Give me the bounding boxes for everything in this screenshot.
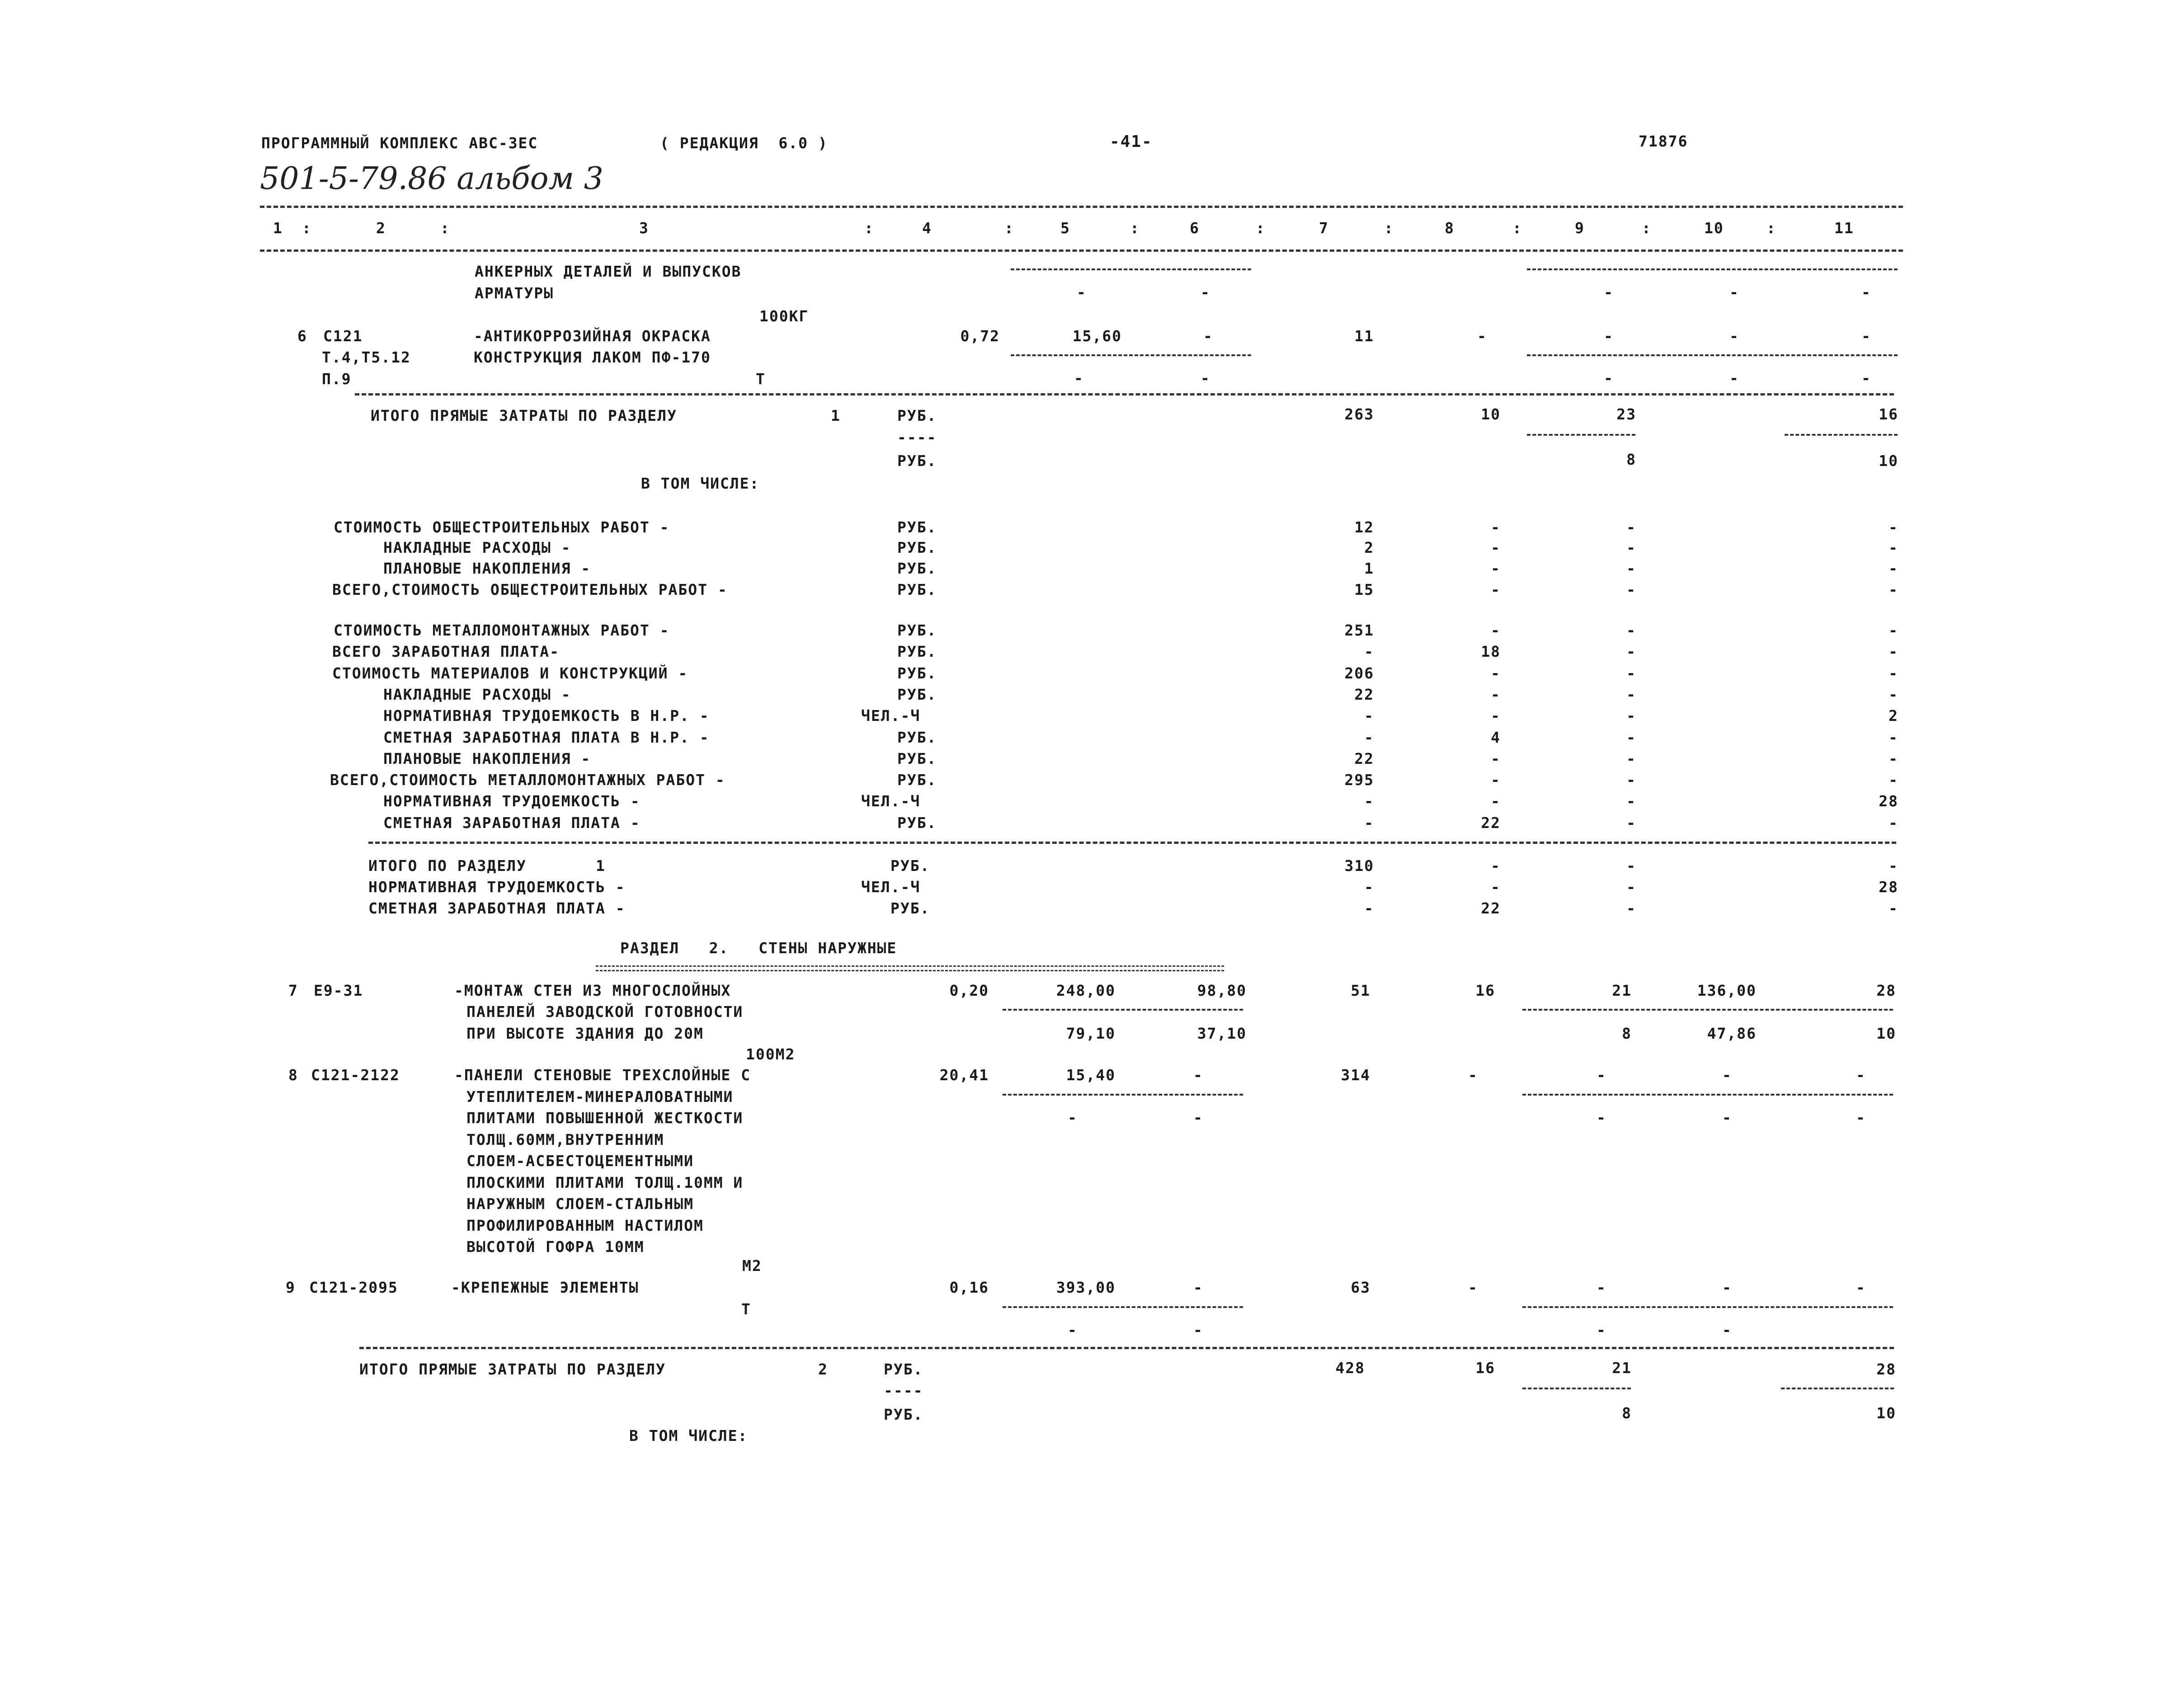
summary-col9: - [1626,771,1636,789]
summary-col7: 15 [1354,581,1374,598]
item-unit-price: 393,00 [1056,1279,1116,1296]
item-col8: - [1468,1066,1478,1084]
total-col11-secondary: 10 [1879,452,1898,470]
summary-label: ИТОГО ПО РАЗДЕЛУ 1 [368,857,606,875]
summary-col7: 22 [1354,749,1374,767]
summary-col8: - [1491,664,1501,682]
summary-col11: - [1889,539,1898,556]
item-description: -ПАНЕЛИ СТЕНОВЫЕ ТРЕХСЛОЙНЫЕ С [454,1066,751,1084]
summary-col9: - [1626,749,1636,767]
edition-label: ( РЕДАКЦИЯ 6.0 ) [660,134,828,152]
summary-col11: - [1889,814,1898,832]
document-page: ПРОГРАММНЫЙ КОМПЛЕКС АВС-3ЕС ( РЕДАКЦИЯ 6.0 ) -41- 71876 501-5-79.86 альбом 3 1 2 3 4 5 6 7 8 9 10 11 : : : : : : : : : : АНКЕРНЫХ ДЕТАЛЕЙ И ВЫПУСКОВ АРМАТУРЫ - - - - - 100КГ 6 С121 -АНТИКОРРОЗИЙНАЯ ОКРАСКА 0,72 15,60 - 11 - - - - Т.4,Т5.12 КОНСТРУКЦИЯ ЛАКОМ ПФ-170 П.9 Т - - - - - ИТОГО ПРЯМЫЕ ЗАТРАТЫ ПО РАЗДЕЛУ 1 РУБ. 263 10 23 16 ---- РУБ. 8 10 В ТОМ ЧИСЛЕ: СТОИМОСТЬ ОБЩЕСТРОИТЕЛЬНЫХ РАБОТ - РУБ. 12 - - - НАКЛАДНЫЕ РАСХОДЫ - РУБ. 2 - - - ПЛАНОВЫЕ НАКОПЛЕНИЯ - РУБ. 1 - - - ВСЕГО,СТОИМОСТЬ ОБЩЕСТРОИТЕЛЬНЫХ РАБОТ - РУБ. 15 - - - СТОИМОСТЬ МЕТАЛЛОМОНТАЖНЫХ РАБОТ - РУБ. 251 - - - ВСЕГО ЗАРАБОТНАЯ ПЛАТА- РУБ. - 18 - - СТОИМОСТЬ МАТЕРИАЛОВ И КОНСТРУКЦИЙ - РУБ. 206 - - - НАКЛАДНЫЕ РАСХОДЫ - РУБ. 22 - - - НОРМАТИВНАЯ ТРУДОЕМКОСТЬ В Н.Р. - ЧЕЛ.-Ч - - - 2 СМЕТНАЯ ЗАРАБОТНАЯ ПЛАТА В Н.Р. - РУБ. - 4 - - ПЛАНОВЫЕ НАКОПЛЕНИЯ - РУБ. 22 - - - ВСЕГО,СТОИМОСТЬ МЕТАЛЛОМОНТАЖНЫХ РАБОТ - РУБ. 295 - - - НОРМАТИВНАЯ ТРУДОЕМКОСТЬ - ЧЕЛ.-Ч - - - 28 СМЕТНАЯ ЗАРАБОТНАЯ ПЛАТА - РУБ. - 22 - - ИТОГО ПО РАЗДЕЛУ 1 РУБ. 310 - - - НОРМАТИВНАЯ ТРУДОЕМКОСТЬ - ЧЕЛ.-Ч - - - 28 СМЕТНАЯ ЗАРАБОТНАЯ ПЛАТА - РУБ. - 22 - - РАЗДЕЛ 2. СТЕНЫ НАРУЖНЫЕ 7 Е9-31 -МОНТАЖ СТЕН ИЗ МНОГОСЛОЙНЫХ 0,20 248,00 98,80 51 16 21 136,00 28 ПАНЕЛЕЙ ЗАВОДСКОЙ ГОТОВНОСТИ ПРИ ВЫСОТЕ ЗДАНИЯ ДО 20М 79,10 37,10 8 47,86 10 100М2 8 С121-2122 20,41 15,40 - 314 - - - - - - - - - -ПАНЕЛИ СТЕНОВЫЕ ТРЕХСЛОЙНЫЕ С УТЕПЛИТЕЛЕМ-МИНЕРАЛОВАТНЫМИ ПЛИТАМИ ПОВЫШЕННОЙ ЖЕСТКОСТИ ТОЛЩ.60ММ,ВНУТРЕННИМ СЛОЕМ-АСБЕСТОЦЕМЕНТНЫМИ ПЛОСКИМИ ПЛИТАМИ ТОЛЩ.10ММ И НАРУЖНЫМ СЛОЕМ-СТАЛЬНЫМ ПРОФИЛИРОВАННЫМ НАСТИЛОМ ВЫСОТОЙ ГОФРА 10ММ М2 9 С121-2095 -КРЕПЕЖНЫЕ ЭЛЕМЕНТЫ 0,16 393,00 - 63 - - - - Т - - - - ИТОГО ПРЯМЫЕ ЗАТРАТЫ ПО РАЗДЕЛУ 2 РУБ. 428 16 21 28 ---- РУБ. 8 10 В ТОМ ЧИСЛЕ: [0,0,2162,1708]
item-col11-secondary: 10 [1876,1025,1896,1042]
item-description: УТЕПЛИТЕЛЕМ-МИНЕРАЛОВАТНЫМИ [466,1087,734,1106]
summary-col9: - [1626,643,1636,661]
page-number: -41- [1110,132,1153,151]
item-col6: - [1203,327,1213,345]
item-code: С121 [323,327,363,345]
summary-col8: 22 [1481,899,1501,917]
summary-col9: - [1626,857,1636,875]
item-unit-price: 248,00 [1056,982,1116,999]
handwritten-album-note: 501-5-79.86 альбом 3 [260,161,603,197]
summary-col7: 206 [1344,664,1374,682]
summary-unit: ЧЕЛ.-Ч [861,878,921,896]
section-number: 2 [818,1360,828,1378]
summary-unit: РУБ. [897,685,937,703]
section-number: 1 [831,407,841,424]
item-col10-secondary: 47,86 [1707,1025,1757,1042]
summary-col11: - [1889,749,1898,767]
item-unit: Т [756,370,766,388]
item-description: -АНТИКОРРОЗИЙНАЯ ОКРАСКА [474,327,711,345]
column-header: 2 [376,219,386,237]
summary-col7: - [1364,878,1374,896]
summary-col9: - [1626,518,1636,536]
item-description: ПЛОСКИМИ ПЛИТАМИ ТОЛЩ.10ММ И [466,1173,744,1191]
summary-col8: - [1491,539,1501,556]
summary-col9: - [1626,878,1636,896]
summary-col11: 2 [1889,707,1898,725]
column-header: 7 [1319,219,1329,237]
summary-col7: - [1364,707,1374,725]
item-col8: - [1477,327,1487,345]
item-description: АНКЕРНЫХ ДЕТАЛЕЙ И ВЫПУСКОВ [475,263,742,280]
summary-col9: - [1626,728,1636,746]
summary-unit: РУБ. [897,581,937,598]
total-col8: 16 [1475,1359,1495,1377]
total-col11: 28 [1876,1360,1896,1378]
summary-unit: РУБ. [897,749,937,767]
summary-col8: - [1491,878,1501,896]
summary-unit: ЧЕЛ.-Ч [861,792,921,810]
summary-col8: - [1491,581,1501,598]
item-code: С121-2095 [309,1279,398,1296]
column-header: 8 [1445,219,1455,237]
summary-col7: - [1364,899,1374,917]
summary-unit: РУБ. [897,664,937,682]
summary-col11: - [1889,643,1898,661]
item-code: С121-2122 [311,1066,400,1084]
summary-col11: - [1889,621,1898,639]
item-reference: Т.4,Т5.12 [322,348,411,366]
item-total-cost: 314 [1341,1066,1371,1084]
item-col6: - [1193,1066,1203,1084]
item-description: ВЫСОТОЙ ГОФРА 10ММ [466,1238,645,1256]
summary-label: НОРМАТИВНАЯ ТРУДОЕМКОСТЬ - [383,792,641,810]
summary-col9: - [1626,792,1636,810]
item-total-cost: 63 [1351,1279,1371,1296]
summary-label: ВСЕГО,СТОИМОСТЬ ОБЩЕСТРОИТЕЛЬНЫХ РАБОТ - [332,581,728,598]
summary-unit: РУБ. [897,518,937,536]
summary-col9: - [1626,899,1636,917]
summary-unit: РУБ. [890,857,930,875]
total-col7: 428 [1335,1359,1365,1377]
summary-label: НОРМАТИВНАЯ ТРУДОЕМКОСТЬ В Н.Р. - [383,707,710,725]
item-col6: 98,80 [1197,982,1247,999]
summary-col11: - [1889,518,1898,536]
summary-col8: - [1491,792,1501,810]
item-description: -МОНТАЖ СТЕН ИЗ МНОГОСЛОЙНЫХ [454,982,731,999]
column-header: 3 [639,219,649,237]
summary-label: НОРМАТИВНАЯ ТРУДОЕМКОСТЬ - [368,878,626,896]
item-unit-price: 15,60 [1072,327,1122,345]
summary-unit: РУБ. [897,560,937,577]
item-col8: - [1468,1279,1478,1296]
summary-col8: - [1491,771,1501,789]
summary-unit: РУБ. [897,643,937,661]
item-quantity: 0,72 [960,327,1000,345]
summary-col11: - [1889,581,1898,598]
unit-rub-divider: ---- [897,428,937,446]
summary-col8: - [1491,685,1501,703]
item-description: ПЛИТАМИ ПОВЫШЕННОЙ ЖЕСТКОСТИ [466,1109,744,1127]
item-number: 9 [286,1279,296,1296]
summary-col9: - [1626,664,1636,682]
total-col9-secondary: 8 [1626,451,1636,468]
total-col9-secondary: 8 [1622,1404,1632,1422]
summary-col9: - [1626,685,1636,703]
summary-col8: - [1491,560,1501,577]
item-quantity: 0,16 [949,1279,989,1296]
rule [260,249,1903,252]
summary-col9: - [1626,621,1636,639]
summary-label: СМЕТНАЯ ЗАРАБОТНАЯ ПЛАТА - [368,899,626,917]
summary-label: СТОИМОСТЬ ОБЩЕСТРОИТЕЛЬНЫХ РАБОТ - [334,518,670,536]
item-description: НАРУЖНЫМ СЛОЕМ-СТАЛЬНЫМ [466,1195,694,1213]
item-unit: 100М2 [746,1045,796,1063]
summary-unit: РУБ. [897,814,937,832]
summary-col11: - [1889,857,1898,875]
item-total-cost: 11 [1354,327,1374,345]
summary-unit: РУБ. [897,621,937,639]
summary-col9: - [1626,560,1636,577]
item-quantity: 20,41 [939,1066,989,1084]
summary-col7: - [1364,814,1374,832]
item-code: Е9-31 [314,982,363,999]
summary-label: НАКЛАДНЫЕ РАСХОДЫ - [383,685,571,703]
item-reference: П.9 [322,370,352,388]
item-col9: 21 [1612,982,1632,999]
summary-col8: - [1491,707,1501,725]
item-description: -КРЕПЕЖНЫЕ ЭЛЕМЕНТЫ [451,1279,639,1296]
summary-col9: - [1626,707,1636,725]
item-quantity: 0,20 [949,982,989,999]
column-header: 11 [1834,219,1854,237]
summary-col8: - [1491,857,1501,875]
summary-col8: 4 [1491,728,1501,746]
column-header: 10 [1704,219,1724,237]
item-number: 8 [288,1066,298,1084]
summary-col9: - [1626,539,1636,556]
summary-unit: РУБ. [897,771,937,789]
item-total-cost: 51 [1351,982,1371,999]
summary-unit: ЧЕЛ.-Ч [861,707,921,725]
total-col7: 263 [1344,405,1374,423]
column-header: 4 [922,219,932,237]
item-unit-price: 15,40 [1066,1066,1116,1084]
column-header: 5 [1060,219,1070,237]
summary-col8: - [1491,749,1501,767]
item-description: СЛОЕМ-АСБЕСТОЦЕМЕНТНЫМИ [466,1152,694,1170]
item-col10: 136,00 [1697,982,1757,999]
item-number: 7 [288,982,298,999]
unit-rub: РУБ. [884,1406,923,1423]
summary-col7: 2 [1364,539,1374,556]
summary-label: ВСЕГО,СТОИМОСТЬ МЕТАЛЛОМОНТАЖНЫХ РАБОТ - [330,771,725,789]
item-description: ПРОФИЛИРОВАННЫМ НАСТИЛОМ [466,1216,704,1234]
including-heading: В ТОМ ЧИСЛЕ: [641,475,760,492]
section-total-label: ИТОГО ПРЯМЫЕ ЗАТРАТЫ ПО РАЗДЕЛУ [359,1360,666,1378]
summary-col7: - [1364,728,1374,746]
rule [260,206,1903,208]
summary-label: СМЕТНАЯ ЗАРАБОТНАЯ ПЛАТА - [383,814,641,832]
item-col6: - [1193,1279,1203,1296]
including-heading: В ТОМ ЧИСЛЕ: [629,1427,748,1445]
section-total-label: ИТОГО ПРЯМЫЕ ЗАТРАТЫ ПО РАЗДЕЛУ [371,407,677,424]
item-col9-secondary: 8 [1622,1025,1632,1042]
column-header: 6 [1190,219,1200,237]
summary-label: ПЛАНОВЫЕ НАКОПЛЕНИЯ - [383,749,591,767]
summary-label: ВСЕГО ЗАРАБОТНАЯ ПЛАТА- [332,643,560,661]
total-col11-secondary: 10 [1876,1404,1896,1422]
summary-col11: - [1889,771,1898,789]
summary-col11: 28 [1879,792,1898,810]
item-col11: 28 [1876,982,1896,999]
item-number: 6 [297,327,307,345]
summary-col8: - [1491,621,1501,639]
summary-label: СТОИМОСТЬ МАТЕРИАЛОВ И КОНСТРУКЦИЙ - [332,664,688,682]
summary-label: СМЕТНАЯ ЗАРАБОТНАЯ ПЛАТА В Н.Р. - [383,728,710,746]
program-name: ПРОГРАММНЫЙ КОМПЛЕКС АВС-3ЕС [261,134,538,152]
summary-col7: 1 [1364,560,1374,577]
summary-unit: РУБ. [897,539,937,556]
summary-col11: - [1889,899,1898,917]
item-description: АРМАТУРЫ [475,284,554,302]
summary-col9: - [1626,814,1636,832]
unit-rub: РУБ. [884,1360,923,1378]
item-unit-price-secondary: 79,10 [1066,1025,1116,1042]
column-header: 9 [1575,219,1585,237]
item-col6-secondary: 37,10 [1197,1025,1247,1042]
summary-col9: - [1626,581,1636,598]
summary-label: НАКЛАДНЫЕ РАСХОДЫ - [383,539,571,556]
total-col11: 16 [1879,405,1898,423]
item-description: КОНСТРУКЦИЯ ЛАКОМ ПФ-170 [474,348,711,366]
summary-col7: - [1364,792,1374,810]
item-unit: 100КГ [759,307,809,325]
summary-col7: 12 [1354,518,1374,536]
total-col9: 23 [1616,405,1636,423]
summary-col7: 251 [1344,621,1374,639]
item-col8: 16 [1475,982,1495,999]
summary-col7: - [1364,643,1374,661]
summary-col11: - [1889,664,1898,682]
item-description: ПРИ ВЫСОТЕ ЗДАНИЯ ДО 20М [466,1025,704,1042]
summary-col7: 310 [1344,857,1374,875]
document-code: 71876 [1639,132,1688,150]
section-2-title: РАЗДЕЛ 2. СТЕНЫ НАРУЖНЫЕ [620,939,897,957]
item-description: ПАНЕЛЕЙ ЗАВОДСКОЙ ГОТОВНОСТИ [466,1003,744,1021]
summary-col11: - [1889,685,1898,703]
unit-rub: РУБ. [897,452,937,470]
item-description: ТОЛЩ.60ММ,ВНУТРЕННИМ [466,1130,664,1148]
summary-col7: 22 [1354,685,1374,703]
total-col9: 21 [1612,1359,1632,1377]
item-unit: М2 [742,1257,762,1275]
summary-unit: РУБ. [890,899,930,917]
summary-col8: - [1491,518,1501,536]
summary-col8: 22 [1481,814,1501,832]
unit-rub-divider: ---- [884,1382,923,1399]
summary-col11: - [1889,560,1898,577]
column-header: 1 [273,219,283,237]
summary-col8: 18 [1481,643,1501,661]
summary-unit: РУБ. [897,728,937,746]
summary-col11: 28 [1879,878,1898,896]
summary-label: СТОИМОСТЬ МЕТАЛЛОМОНТАЖНЫХ РАБОТ - [334,621,670,639]
unit-rub: РУБ. [897,407,937,424]
summary-col7: 295 [1344,771,1374,789]
item-unit: Т [741,1300,751,1318]
summary-col11: - [1889,728,1898,746]
summary-label: ПЛАНОВЫЕ НАКОПЛЕНИЯ - [383,560,591,577]
total-col8: 10 [1481,405,1501,423]
